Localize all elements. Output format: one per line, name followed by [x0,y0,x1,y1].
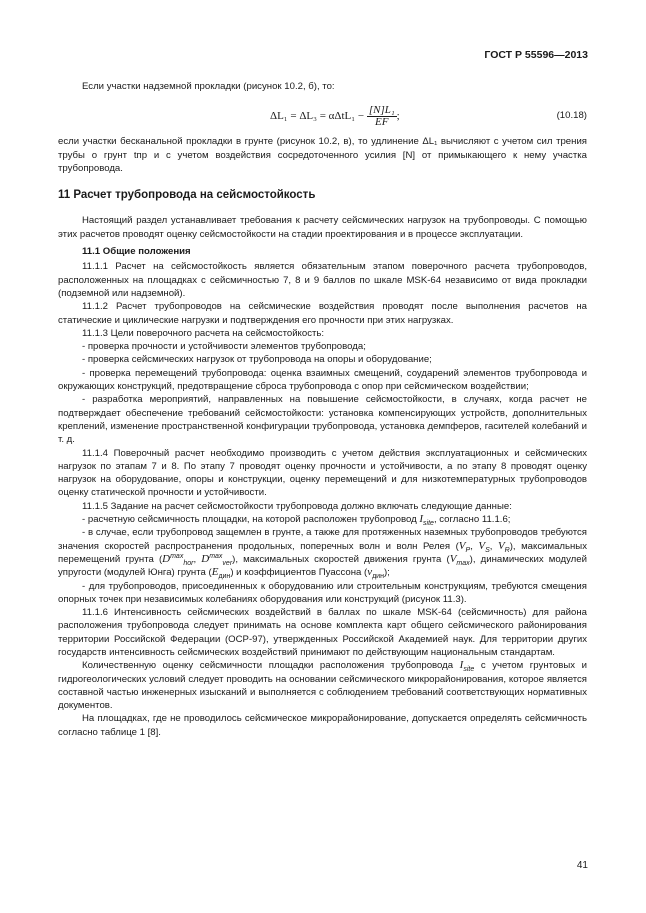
symbol-max-sup-1: max [170,552,184,560]
list-item-3a: - проверка прочности и устойчивости элементов трубопровода; [82,341,366,353]
list-item-5b-part1: - в случае, если трубопровод защемлен в грунте, а также для протяженных наземных трубопроводов требуются значения скоростей распространения продольных, поперечных волн и волн Релея ( [58,527,587,552]
paragraph-11-1-3: 11.1.3 Цели поверочного расчета на сейсмостойкость: [82,327,325,339]
list-item-5b-part3: ), максимальных скоростей движения грунта ( [232,553,450,565]
list-item-5c: - для трубопроводов, присоединенных к оборудованию или строительным конструкциям, требуются смещения опорных точек при независимых колебаниях оборудования или конструкций (рисунок 11.3). [58,580,587,605]
paragraph-11-1-1: 11.1.1 Расчет на сейсмостойкость является обязательным этапом поверочного расчета трубопроводов, расположенных на площадках с сейсмичностью 7, 8 и 9 баллов по шкале MSK-64 независимо от вида прокладки (подземной или надземной). [58,261,587,299]
section-11-1-title: 11.1 Общие положения [82,246,191,258]
symbol-max-sup-2: max [209,552,223,560]
symbol-din-sub-1: дин [218,573,231,581]
list-item-5a-text: - расчетную сейсмичность площадки, на которой расположен трубопровод [82,514,417,526]
symbol-din-sub-2: дин [372,573,384,581]
paragraph-7-tail: с учетом грунтовых и гидрогеологических условий следует проводить на основании сейсмического микрорайонирования, которое является составной частью инженерных изысканий и выполняется с соблюдением требований соответствующих нормативных документов. [58,660,587,712]
symbol-site-2: site [463,666,475,674]
formula-fraction [367,105,397,128]
paragraph-11-1-5: 11.1.5 Задание на расчет сейсмостойкости трубопровода должно включать следующие данные: [82,500,512,512]
symbol-hor-sub: hor [183,559,194,567]
paragraph-seismic-assessment [58,659,587,712]
formula-denominator: EF [375,116,389,129]
symbol-s-sub: S [485,546,490,554]
section-11-title: 11 Расчет трубопровода на сейсмостойкость [58,189,316,202]
list-item-3b: - проверка сейсмических нагрузок от трубопровода на опоры и оборудование; [82,354,432,366]
symbol-d-ver: D [201,552,210,565]
formula-tail: ; [396,110,400,123]
paragraph-after-formula: если участки бесканальной прокладки в грунте (рисунок 10.2, в), то удлинение ΔL₁ вычисляют с учетом сил трения трубы о грунт tпр и с учетом воздействия сосредоточенного усилия [N] от примыкающего к нему участка трубопровода. [58,136,587,174]
formula-lhs: ΔL₁ = ΔL₃ = αΔtL₁ − [270,110,365,123]
list-item-5b-part6: ); [383,567,390,579]
list-item-5b: - в случае, если трубопровод защемлен в грунте, а также для протяженных наземных трубопроводов требуются значения скоростей распространения продольных, поперечных волн и волн Релея ($V_P$, $V_S$, $V_R$), максимальных перемещений грунта ($D^{max}_{hor}$, $D^{max}_{ver}$), максимальных скоростей движения грунта $(V_{max})$, динамических модулей упругости (модулей Юнга) грунта $(E_{дин})$ и коэффициентов Пуассона $(\nu_{дин})$; [58,527,588,581]
symbol-site: site [423,519,434,527]
list-item-5b-part2: ), максимальных перемещений грунта ( [58,540,588,565]
list-item-5a [58,513,587,526]
page-content [58,80,587,739]
section-11-intro: Настоящий раздел устанавливает требования к расчету сейсмических нагрузок на трубопроводы. С помощью этих расчетов проводят оценку сейсмостойкости на стадии проектирования и в процессе эксплуатации. [58,215,587,240]
symbol-v-r: V [497,539,505,552]
symbol-e-din: E [211,566,219,579]
list-item-5b-part4: ), динамических модулей упругости (модулей Юнга) грунта ( [58,553,587,579]
paragraph-no-microzoning: На площадках, где не проводилось сейсмическое микрорайонирование, допускается определять сейсмичность согласно таблице 1 [8]. [58,713,587,738]
symbol-ver-sub: ver [222,559,233,567]
page-number: 41 [576,860,588,871]
list-item-5a-tail: , согласно 11.1.6; [433,514,511,526]
standard-number: ГОСТ Р 55596—2013 [484,49,588,61]
list-item-3c: - проверка перемещений трубопровода: оценка взаимных смещений, соударений элементов трубопровода и окружающих конструкций, предотвращение сброса трубопровода с опор при сейсмическом воздействии; [58,367,587,393]
list-item-3d: - разработка мероприятий, направленных на повышение сейсмостойкости, в случаях, когда расчет не подтверждает обеспечение требований сейсмостойкости: установка компенсирующих устройств, дополнительных креплений, изменение пространственной конфигурации трубопровода, установка демпферов, гасителей колебаний и т. д. [58,394,587,446]
symbol-p-sub: P [465,546,471,554]
symbol-v-s: V [478,539,486,552]
paragraph-11-1-2: 11.1.2 Расчет трубопроводов на сейсмические воздействия проводят после выполнения расчетов на статические и циклические нагрузки и подтверждения его прочности при этих нагрузках. [58,301,587,326]
symbol-nu-din: ν [367,566,373,579]
paragraph-before-formula: Если участки надземной прокладки (рисунок 10.2, б), то: [82,81,335,92]
formula-number: (10.18) [556,110,587,122]
paragraph-11-1-6: 11.1.6 Интенсивность сейсмических воздействий в баллах по шкале MSK-64 (сейсмичность) для района расположения трубопровода следует принимать на основе комплекта карт общего сейсмического районирования территории Российской Федерации (ОСР-97), утвержденных Российской Академией наук. Для территории других государств интенсивность сейсмических воздействий принимают по действующим национальным стандартам. [58,607,587,658]
symbol-r-sub: R [504,546,510,554]
symbol-v-max: V [449,552,457,565]
paragraph-7-text: Количественную оценку сейсмичности площадки расположения трубопровода [82,660,454,672]
formula-body [270,105,400,128]
symbol-i: I [419,513,424,526]
symbol-v-p: V [458,539,466,552]
formula-10-18 [58,99,587,135]
symbol-i-2: I [459,659,464,672]
symbol-d-hor: D [162,552,171,565]
symbol-max-sub: max [456,559,470,567]
list-item-5b-part5: ) и коэффициентов Пуассона ( [230,567,368,579]
formula-numerator: [N]L₁ [368,104,395,117]
paragraph-11-1-4: 11.1.4 Поверочный расчет необходимо производить с учетом действия эксплуатационных и сейсмических нагрузок по этапам 7 и 8. По этапу 7 проводят оценку прочности и устойчивости, а по этапу 8 проводят оценку нагрузок на оборудование, опоры и конструкции, оценку перемещений и для низкотемпературных трубопроводов оценку статической прочности и устойчивости. [58,447,587,499]
